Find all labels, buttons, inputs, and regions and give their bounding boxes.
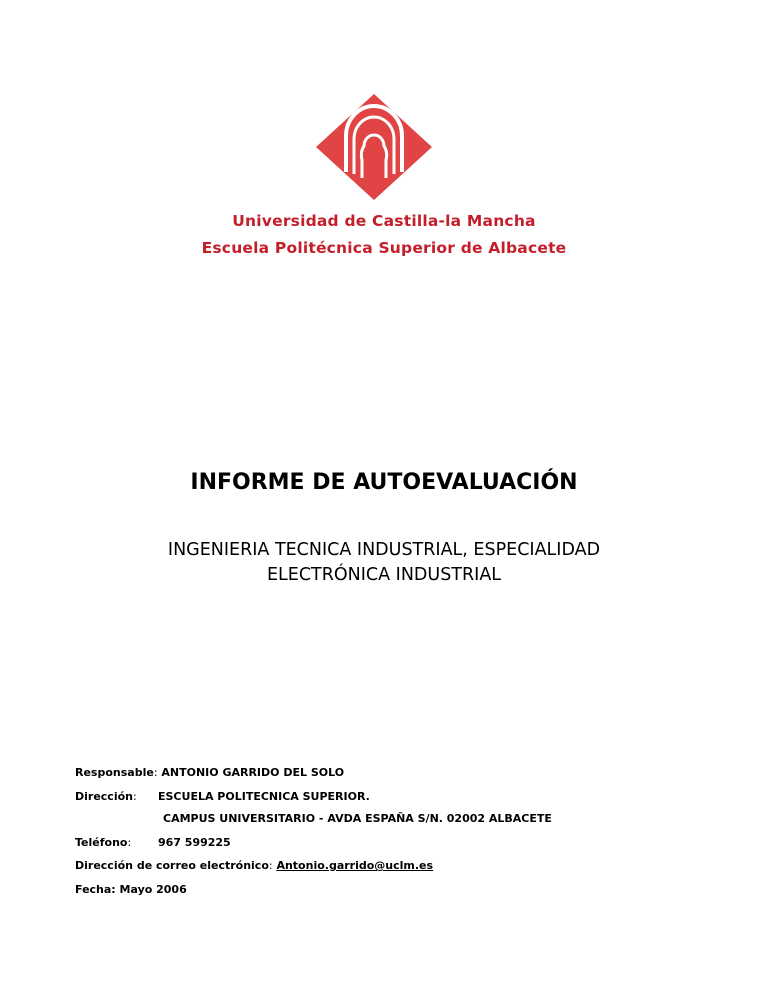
direccion-value-2: CAMPUS UNIVERSITARIO - AVDA ESPAÑA S/N. 02002 ALBACETE (163, 812, 552, 825)
subtitle-line-2: ELECTRÓNICA INDUSTRIAL (266, 565, 502, 585)
email-row (75, 859, 433, 872)
colon: : (153, 766, 158, 779)
email-link[interactable]: Antonio.garrido@uclm.es (276, 859, 434, 872)
responsable-label: Responsable (75, 766, 154, 779)
telefono-row (75, 836, 131, 849)
direccion-label: Dirección (75, 790, 133, 803)
school-name: Escuela Politécnica Superior de Albacete (201, 239, 567, 257)
email-label: Dirección de correo electrónico (75, 859, 269, 872)
report-title: INFORME DE AUTOEVALUACIÓN (190, 470, 578, 495)
subtitle-line-1: INGENIERIA TECNICA INDUSTRIAL, ESPECIALIDAD (167, 540, 601, 560)
university-logo (316, 94, 432, 200)
direccion-row (75, 790, 137, 803)
colon: : (127, 836, 132, 849)
fecha: Fecha: Mayo 2006 (75, 883, 187, 896)
responsable-row (75, 766, 344, 779)
responsable-value: ANTONIO GARRIDO DEL SOLO (161, 766, 345, 779)
telefono-value: 967 599225 (158, 836, 231, 849)
telefono-label: Teléfono (75, 836, 128, 849)
direccion-value-1: ESCUELA POLITECNICA SUPERIOR. (158, 790, 370, 803)
university-name: Universidad de Castilla-la Mancha (232, 212, 536, 230)
colon: : (133, 790, 137, 803)
colon: : (268, 859, 273, 872)
